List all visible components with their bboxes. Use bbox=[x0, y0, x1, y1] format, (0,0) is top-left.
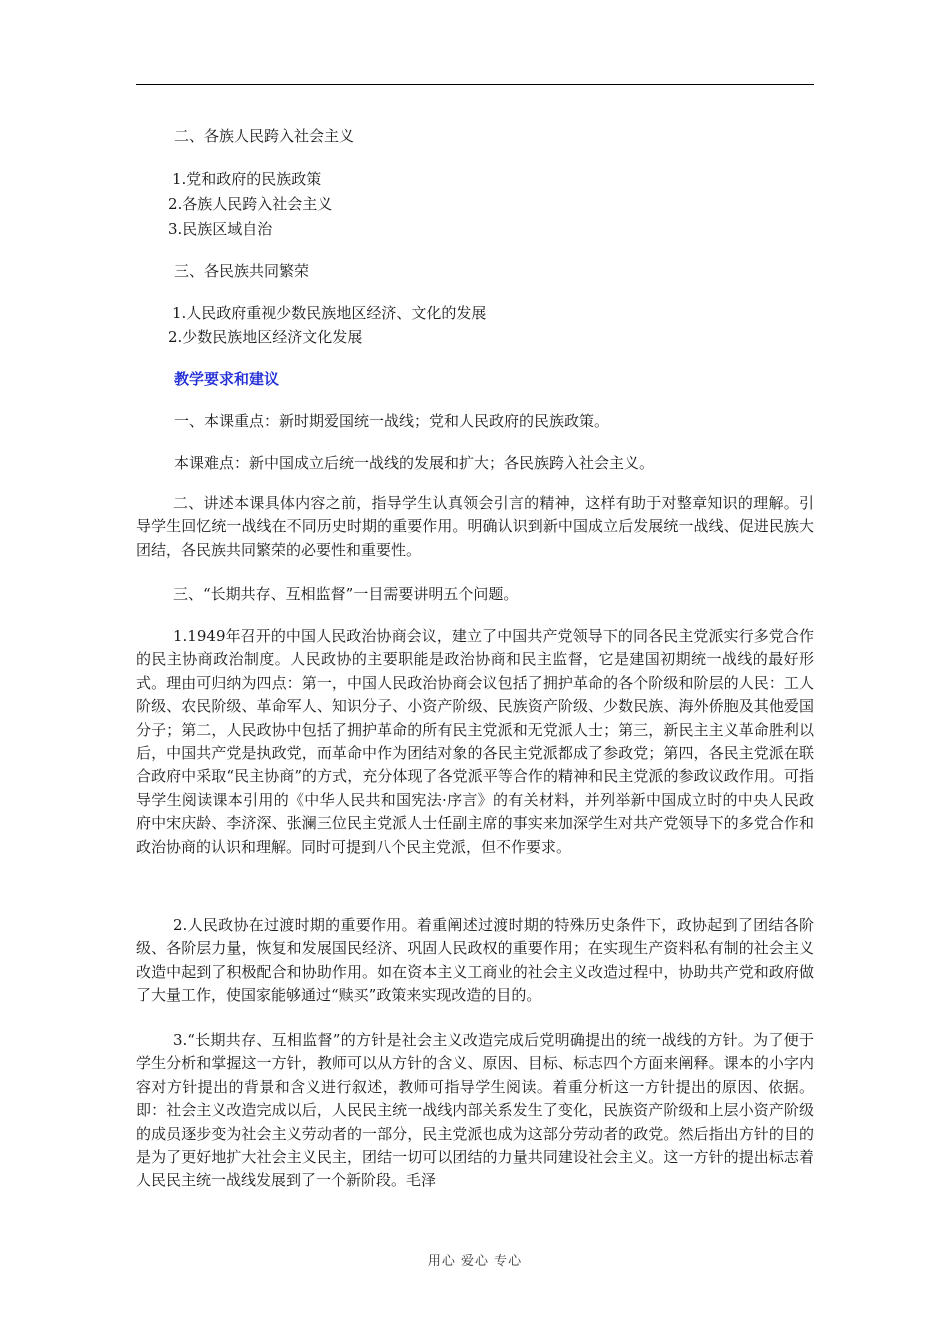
section-2-item-2: 2.各族人民跨入社会主义 bbox=[168, 195, 333, 213]
page-footer: 用心 爱心 专心 bbox=[427, 1254, 523, 1269]
section-3-item-1: 1.人民政府重视少数民族地区经济、文化的发展 bbox=[172, 304, 487, 322]
section-3-item-2: 2.少数民族地区经济文化发展 bbox=[168, 328, 363, 346]
section-2-title: 二、各族人民跨入社会主义 bbox=[174, 127, 355, 145]
section-3-title: 三、各民族共同繁荣 bbox=[174, 262, 310, 280]
key-points: 一、本课重点：新时期爱国统一战线；党和人民政府的民族政策。 bbox=[174, 412, 610, 430]
paragraph-2: 二、讲述本课具体内容之前，指导学生认真领会引言的精神，这样有助于对整章知识的理解。引导学生回忆统一战线在不同历史时期的重要作用。明确认识到新中国成立后发展统一战线、促进民族大团结，各民族共同繁荣的必要性和重要性。 bbox=[136, 494, 814, 559]
paragraph-item-1: 1.1949年召开的中国人民政治协商会议，建立了中国共产党领导下的同各民主党派实行多党合作的民主协商政治制度。人民政协的主要职能是政治协商和民主监督，它是建国初期统一战线的最好形式。理由可归纳为四点：第一，中国人民政治协商会议包括了拥护革命的各个阶级和阶层的人民：工人阶级、农民阶级、革命军人、知识分子、小资产阶级、民族资产阶级、少数民族、海外侨胞及其他爱国分子；第二，人民政协中包括了拥护革命的所有民主党派和无党派人士；第三，新民主主义革命胜利以后，中国共产党是执政党，而革命中作为团结对象的各民主党派都成了参政党；第四，各民主党派在联合政府中采取“民主协商”的方式，充分体现了各党派平等合作的精神和民主党派的参政议政作用。可指导学生阅读课本引用的《中华人民共和国宪法·序言》的有关材料，并列举新中国成立时的中央人民政府中宋庆龄、李济深、张澜三位民主党派人士任副主席的事实来加深学生对共产党领导下的多党合作和政治协商的认识和理解。同时可提到八个民主党派，但不作要求。 bbox=[136, 627, 814, 856]
teaching-heading: 教学要求和建议 bbox=[174, 370, 280, 388]
difficulties: 本课难点：新中国成立后统一战线的发展和扩大；各民族跨入社会主义。 bbox=[174, 454, 655, 472]
section-2-item-1: 1.党和政府的民族政策 bbox=[172, 170, 322, 188]
paragraph-item-2: 2.人民政协在过渡时期的重要作用。着重阐述过渡时期的特殊历史条件下，政协起到了团结各阶级、各阶层力量，恢复和发展国民经济、巩固人民政权的重要作用；在实现生产资料私有制的社会主义改造中起到了积极配合和协助作用。如在资本主义工商业的社会主义改造过程中，协助共产党和政府做了大量工作，使国家能够通过“赎买”政策来实现改造的目的。 bbox=[136, 916, 814, 1005]
header-rule bbox=[136, 84, 814, 85]
paragraph-item-3: 3.“长期共存、互相监督”的方针是社会主义改造完成后党明确提出的统一战线的方针。为了便于学生分析和掌握这一方针，教师可以从方针的含义、原因、目标、标志四个方面来阐释。课本的小字内容对方针提出的背景和含义进行叙述，教师可指导学生阅读。着重分析这一方针提出的原因、依据。即：社会主义改造完成以后，人民民主统一战线内部关系发生了变化，民族资产阶级和上层小资产阶级的成员逐步变为社会主义劳动者的一部分，民主党派也成为这部分劳动者的政党。然后指出方针的目的是为了更好地扩大社会主义民主，团结一切可以团结的力量共同建设社会主义。这一方针的提出标志着人民民主统一战线发展到了一个新阶段。毛泽 bbox=[136, 1031, 814, 1190]
section-2-item-3: 3.民族区域自治 bbox=[168, 220, 273, 238]
paragraph-3: 三、“长期共存、互相监督”一目需要讲明五个问题。 bbox=[173, 585, 519, 603]
